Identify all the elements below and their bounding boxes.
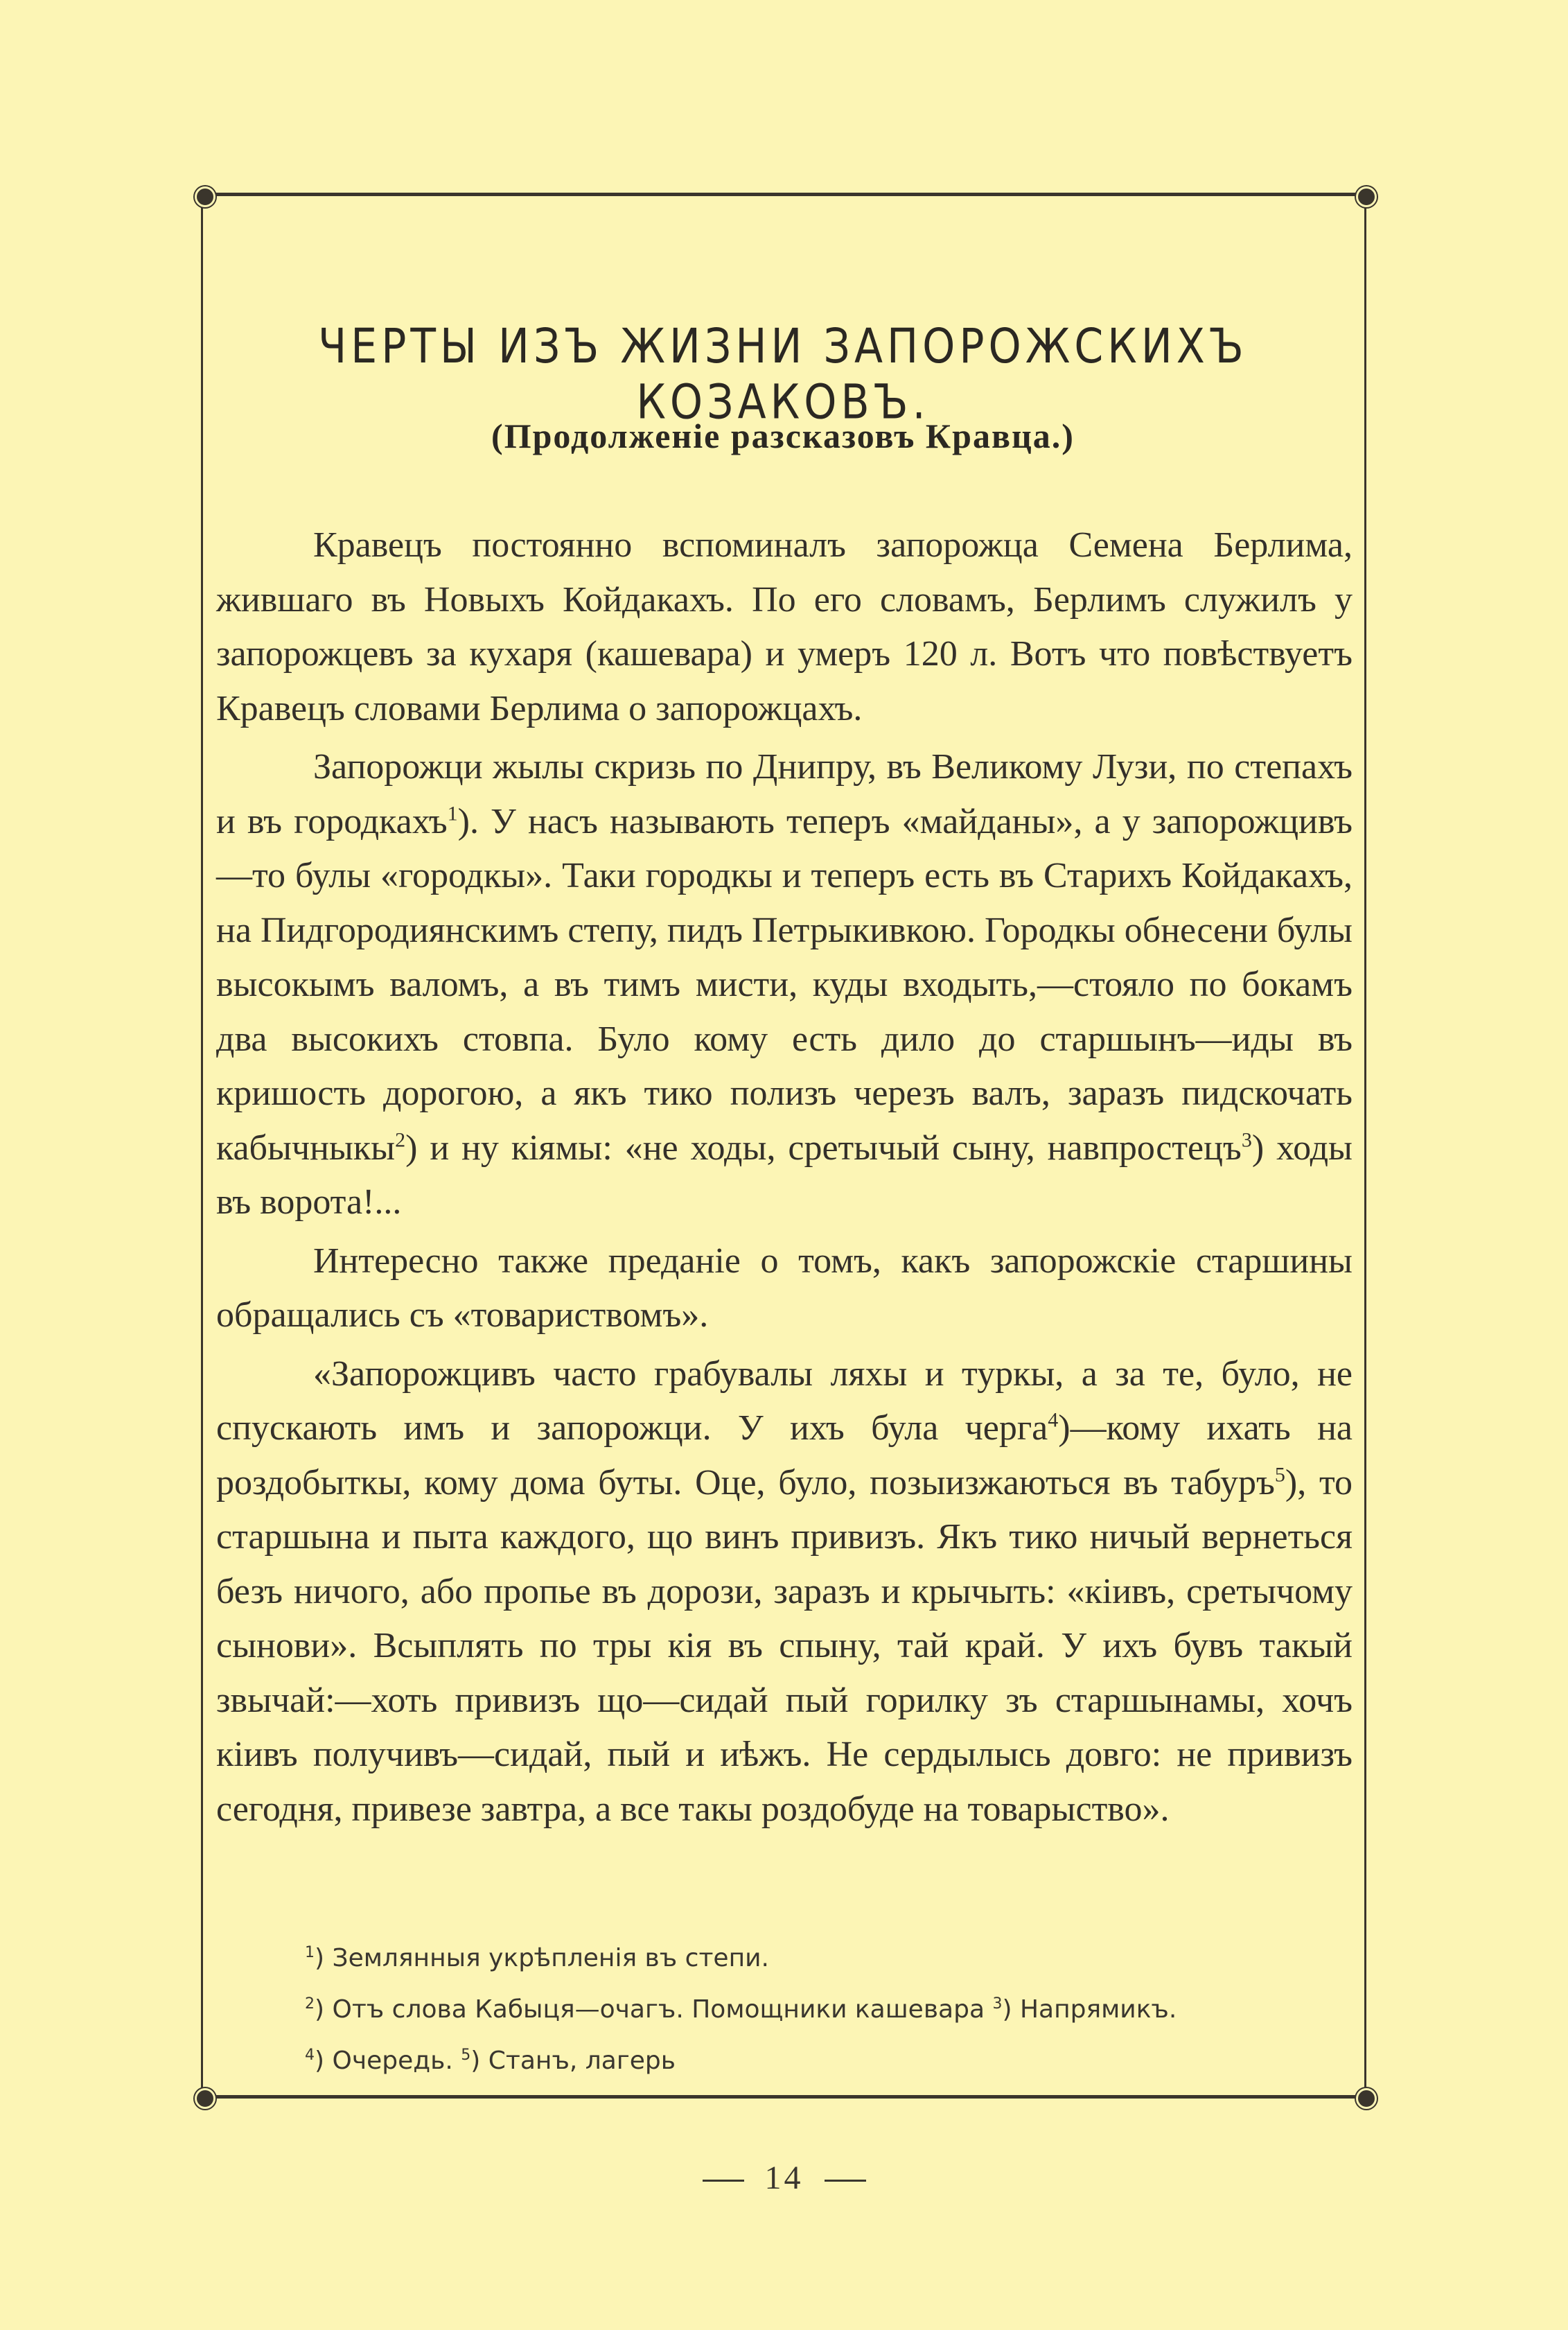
footnote-ref: 1	[447, 802, 458, 825]
article-body	[216, 518, 1353, 1841]
paragraph: Запорожци жылы скризь по Днипру, въ Великому Лузи, по степахъ и въ городкахъ$^1$). У насъ называють теперъ «майданы», а у запорожцивъ—то булы «городкы». Таки городкы и теперъ есть въ Старихъ Койдакахъ, на Пидгородиянскимъ степу, пидъ Петрыкивкою. Городкы обнесени булы высокымъ валомъ, а въ тимъ мисти, куды входыть,—стояло по бокамъ два высокихъ стовпа. Було кому есть дило до старшынъ—иды въ кришость дорогою, а якъ тико полизъ черезъ валъ, заразъ пидскочать кабычныкы$^2$) и ну кіямы: «не ходы, сретычый сыну, навпростецъ$^3$) ходы въ ворота!...	[216, 747, 1353, 1222]
footnote: $^1$) Землянныя укрѣпленія въ степи.	[305, 1944, 769, 1972]
footnote-ref: 2	[395, 1128, 406, 1152]
paragraph: «Запорожцивъ часто грабувалы ляхы и туркы, а за те, було, не спускають имъ и запорожци. У ихъ була черга$^4$)—кому ихать на роздобыткы, кому дома буты. Оце, було, позыизжаються въ табуръ$^5$), то старшына и пыта каждого, що винъ привизъ. Якъ тико ничый вернеться безъ ничого, або пропье въ дорози, заразъ и крычыть: «кіивъ, сретычому сынови». Всыплять по тры кія въ спыну, тай край. У ихъ бувъ такый звычай:—хоть привизъ що—сидай пый горилку зъ старшынамы, хочъ кіивъ получивъ—сидай, пый и иѣжъ. Не сердылысь довго: не привизъ сегодня, привезе завтра, а все такы роздобуде на товарыство».	[216, 1354, 1353, 1829]
page-number: 14	[0, 2159, 1568, 2197]
corner-ornament	[1356, 2088, 1377, 2109]
footnote: $^4$) Очередь. $^5$) Станъ, лагерь	[305, 2047, 676, 2075]
corner-ornament	[195, 186, 215, 207]
footnote: $^2$) Отъ слова Кабыця—очагъ. Помощники кашевара $^3$) Напрямикъ.	[305, 1995, 1177, 2024]
article-title: ЧЕРТЫ ИЗЪ ЖИЗНИ ЗАПОРОЖСКИХЪ КОЗАКОВЪ.	[318, 318, 1248, 430]
corner-ornament	[195, 2088, 215, 2109]
corner-ornament	[1356, 186, 1377, 207]
dash-left	[703, 2180, 744, 2182]
footnote-ref: 5	[1274, 1463, 1285, 1487]
footnote-ref: 4	[1048, 1408, 1059, 1432]
paragraph: Интересно также преданіе о томъ, какъ запорожскіе старшины обращались съ «товариствомъ».	[216, 1241, 1353, 1335]
dash-right	[825, 2180, 866, 2182]
footnotes	[305, 1930, 1344, 2084]
paragraph: Кравецъ постоянно вспоминалъ запорожца Семена Берлима, жившаго въ Новыхъ Койдакахъ. По его словамъ, Берлимъ служилъ у запорожцевъ за кухаря (кашевара) и умеръ 120 л. Вотъ что повѣствуетъ Кравецъ словами Берлима о запорожцахъ.	[216, 525, 1353, 728]
article-subtitle: (Продолженіе разсказовъ Кравца.)	[491, 417, 1075, 455]
footnote-ref: 3	[1241, 1128, 1252, 1152]
